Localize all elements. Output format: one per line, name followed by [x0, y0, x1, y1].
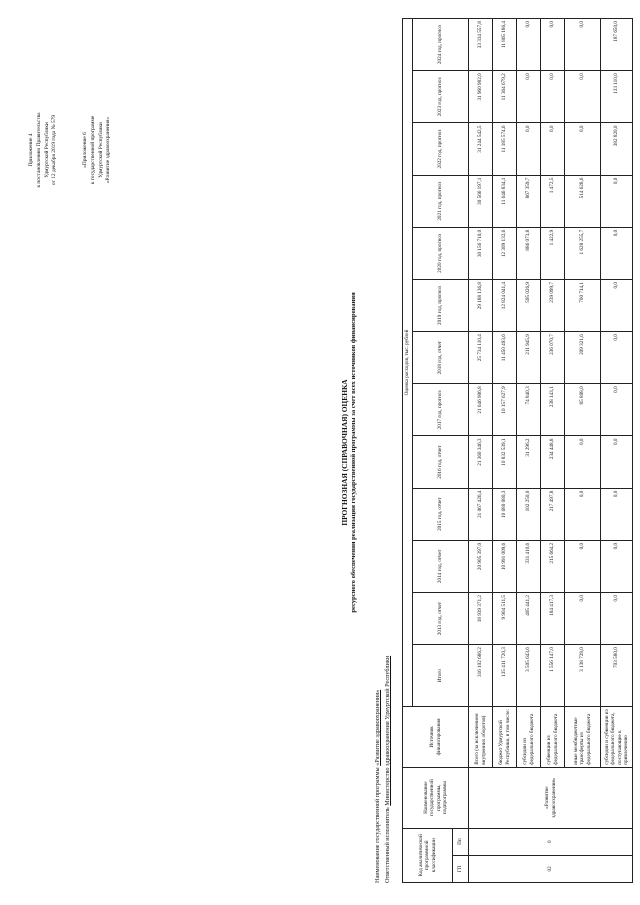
value-cell: 74 840,3 [517, 384, 541, 436]
program-name: «Развитие здравоохранения» [374, 689, 381, 766]
source-cell: субсидии из федерального бюджета [517, 707, 541, 768]
value-cell: 184 417,3 [541, 593, 565, 645]
value-cell: 0,0 [565, 123, 601, 175]
value-cell: 217 497,8 [541, 488, 565, 540]
source-cell: бюджет Удмуртской Республики, в том числе: [493, 707, 517, 768]
header-year: 2017 год, прогноз [413, 384, 469, 436]
value-cell: 0,0 [565, 540, 601, 592]
value-cell: 21 360 346,3 [469, 436, 493, 488]
program-label: Наименование государственной программы [374, 765, 381, 883]
header-year: 2023 год, прогноз [413, 71, 469, 123]
value-cell: 0,0 [565, 19, 601, 71]
header-year: 2021 год, прогноз [413, 175, 469, 227]
value-cell: 595 026,9 [517, 279, 541, 331]
value-cell: 0,0 [565, 488, 601, 540]
table-row [541, 19, 565, 883]
value-cell: 3 138 728,0 [565, 645, 601, 707]
value-cell: 0,0 [565, 593, 601, 645]
executor-name: Министерство здравоохранения Удмуртской Республики [384, 655, 391, 806]
financing-table [402, 18, 633, 883]
value-cell: 1 472,5 [541, 175, 565, 227]
value-cell: 0,0 [517, 71, 541, 123]
value-cell: 11 865 186,4 [493, 19, 517, 71]
header-year: 2019 год, прогноз [413, 279, 469, 331]
value-cell: 0,0 [601, 332, 633, 384]
value-cell: 514 628,6 [565, 175, 601, 227]
table-row [565, 19, 601, 883]
value-cell: 382 820,0 [601, 123, 633, 175]
executor-label: Ответственный исполнитель [384, 805, 391, 883]
header-year: 2013 год, отчет [413, 593, 469, 645]
appendix-line: Удмуртской Республики [43, 122, 50, 178]
doc-title: ПРОГНОЗНАЯ (СПРАВОЧНАЯ) ОЦЕНКА [340, 379, 349, 526]
value-cell: 85 808,0 [565, 384, 601, 436]
value-cell: 1 422,9 [541, 227, 565, 279]
value-cell: 236 070,7 [541, 332, 565, 384]
appendix-line: Приложение 4 [28, 133, 34, 167]
value-cell: 33 334 557,8 [469, 19, 493, 71]
header-year: 2016 год, отчет [413, 436, 469, 488]
pp-code-cell: 0 [469, 828, 633, 855]
value-cell: 239 099,7 [541, 279, 565, 331]
source-cell: субвенции из федерального бюджета [541, 707, 565, 768]
appendix-line: от 12 декабря 2019 года № 579 [51, 114, 58, 186]
value-cell: 12 824 041,4 [493, 279, 517, 331]
doc-subtitle: ресурсного обеспечения реализации государственной программы за счет всех источников финансирования [350, 292, 357, 613]
table-row [601, 19, 633, 883]
value-cell: 187 650,0 [601, 19, 633, 71]
value-cell: 238 143,1 [541, 384, 565, 436]
value-cell: 1 556 147,0 [541, 645, 565, 707]
value-cell: 0,0 [517, 123, 541, 175]
value-cell: 234 448,8 [541, 436, 565, 488]
value-cell: 0,0 [601, 488, 633, 540]
value-cell: 215 664,2 [541, 540, 565, 592]
appendix-line: «Развитие здравоохранения» [105, 116, 112, 184]
value-cell: 29 188 136,8 [469, 279, 493, 331]
value-cell: 886 073,8 [517, 227, 541, 279]
value-cell: 0,0 [565, 71, 601, 123]
header-year: 2015 год, отчет [413, 488, 469, 540]
header-year: 2018 год, отчет [413, 332, 469, 384]
program-name-cell: «Развитие здравоохранения» [469, 767, 633, 828]
value-cell: 0,0 [565, 436, 601, 488]
header-year: 2014 год, отчет [413, 540, 469, 592]
value-cell: 316 102 686,2 [469, 645, 493, 707]
value-cell: 31 960 982,0 [469, 71, 493, 123]
value-cell: 21 067 426,4 [469, 488, 493, 540]
value-cell: 18 939 371,2 [469, 593, 493, 645]
source-cell: субсидии и субвенции из федерального бюджета, поступающие к привлечению [601, 707, 633, 768]
value-cell: 703 580,0 [601, 645, 633, 707]
value-cell: 11 646 834,1 [493, 175, 517, 227]
value-cell: 133 110,0 [601, 71, 633, 123]
table-row [469, 19, 493, 883]
table-row [517, 19, 541, 883]
value-cell: 25 734 110,4 [469, 332, 493, 384]
value-cell: 211 945,9 [517, 332, 541, 384]
appendix-line: к государственной программе [89, 115, 96, 185]
value-cell: 9 904 511,5 [493, 593, 517, 645]
header-total: Итого [413, 645, 469, 707]
header-year: 2020 год, прогноз [413, 227, 469, 279]
header-gp: ГП [453, 855, 469, 882]
appendix-line: «Приложение 6 [82, 132, 88, 168]
value-cell: 867 359,7 [517, 175, 541, 227]
value-cell: 0,0 [541, 19, 565, 71]
value-cell: 0,0 [601, 279, 633, 331]
header-year: 2024 год, прогноз [413, 19, 469, 71]
value-cell: 0,0 [517, 19, 541, 71]
value-cell: 11 450 493,6 [493, 332, 517, 384]
value-cell: 10 832 539,1 [493, 436, 517, 488]
value-cell: 11 185 574,6 [493, 123, 517, 175]
source-cell: иные межбюджетные трансферты из федерального бюджета [565, 707, 601, 768]
value-cell: 21 646 906,8 [469, 384, 493, 436]
appendix-block-a [28, 65, 59, 235]
appendix-line: Удмуртской Республики [97, 122, 104, 178]
value-cell: 0,0 [601, 540, 633, 592]
value-cell: 405 441,2 [517, 593, 541, 645]
value-cell: 0,0 [601, 227, 633, 279]
header-year: 2022 год, прогноз [413, 123, 469, 175]
value-cell: 31 244 542,5 [469, 123, 493, 175]
value-cell: 20 905 397,0 [469, 540, 493, 592]
value-cell: 31 296,2 [517, 436, 541, 488]
value-cell: 0,0 [601, 593, 633, 645]
value-cell: 0,0 [601, 175, 633, 227]
value-cell: 1 628 255,7 [565, 227, 601, 279]
value-cell: 0,0 [541, 123, 565, 175]
value-cell: 209 321,6 [565, 332, 601, 384]
header-code-group: Код аналитической программной классификации [403, 828, 453, 882]
header-pp: Пп [453, 828, 469, 855]
appendix-line: к постановлению Правительства [35, 112, 42, 188]
value-cell: 0,0 [601, 436, 633, 488]
value-cell: 331 410,6 [517, 540, 541, 592]
value-cell: 700 714,1 [565, 279, 601, 331]
value-cell: 12 309 132,6 [493, 227, 517, 279]
value-cell: 30 156 710,0 [469, 227, 493, 279]
gp-code-cell: 02 [469, 855, 633, 882]
value-cell: 3 505 643,6 [517, 645, 541, 707]
program-line [374, 690, 382, 883]
value-cell: 10 680 080,3 [493, 488, 517, 540]
header-source: Источник финансирования [403, 707, 469, 768]
appendix-block-b [82, 65, 113, 235]
header-program: Наименование государственной программы, подпрограммы [403, 767, 469, 828]
header-estimate-group: Оценка расходов, тыс. рублей [403, 19, 413, 707]
source-cell: Всего (за исключением внутренних оборотов) [469, 707, 493, 768]
executor-line [384, 656, 392, 883]
value-cell: 10 991 009,6 [493, 540, 517, 592]
table-row [493, 19, 517, 883]
value-cell: 102 250,0 [517, 488, 541, 540]
value-cell: 10 157 627,9 [493, 384, 517, 436]
value-cell: 11 364 679,2 [493, 71, 517, 123]
value-cell: 0,0 [541, 71, 565, 123]
value-cell: 30 566 197,1 [469, 175, 493, 227]
value-cell: 135 411 720,3 [493, 645, 517, 707]
value-cell: 0,0 [601, 384, 633, 436]
